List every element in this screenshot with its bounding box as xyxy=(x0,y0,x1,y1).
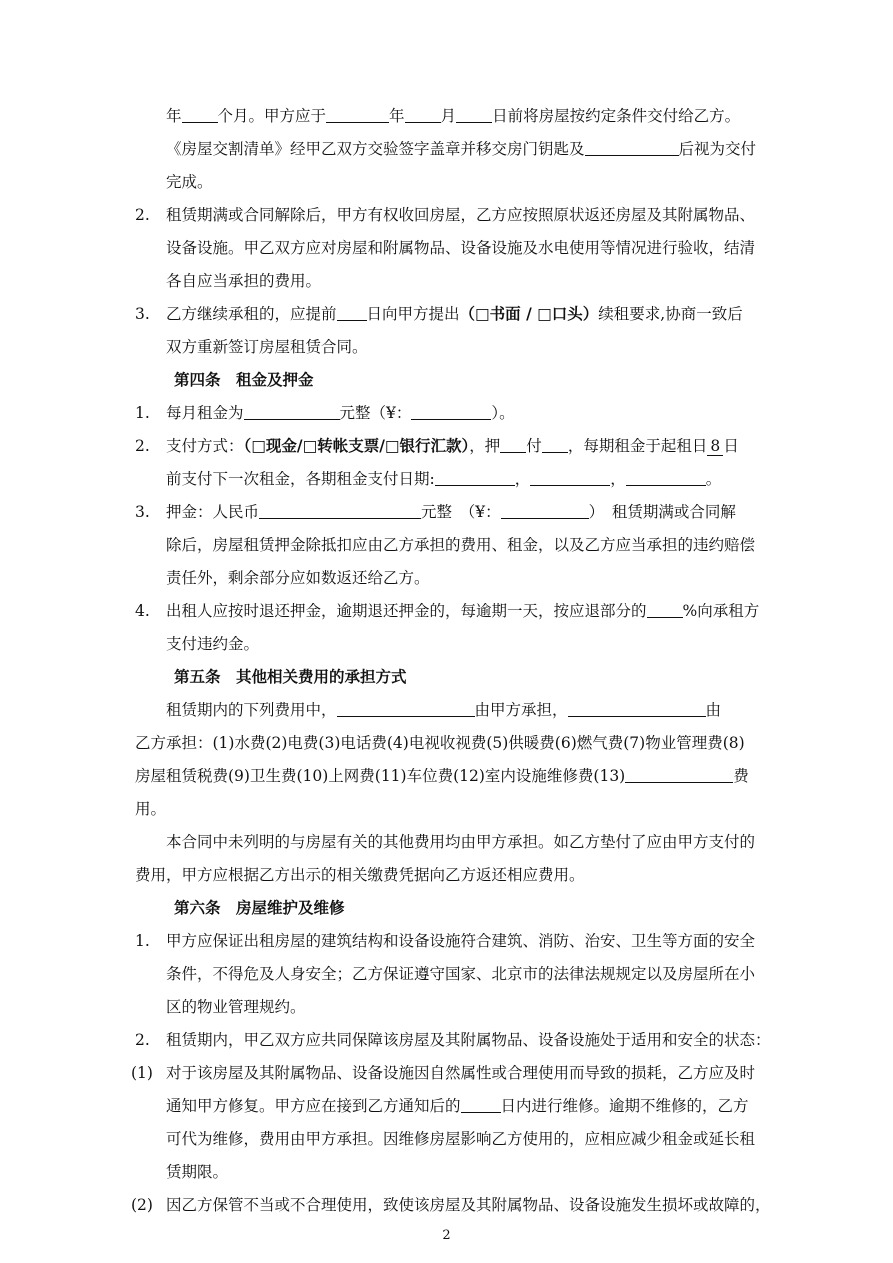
art6-sub1-line1: 对于该房屋及其附属物品、设备设施因自然属性或合理使用而导致的损耗，乙方应及时 xyxy=(166,1064,756,1082)
blank-deposit-amount xyxy=(259,500,421,519)
blank-other-fee xyxy=(625,764,733,783)
blank-rent-yen xyxy=(411,401,491,420)
art5-p1-line4: 用。 xyxy=(135,800,167,818)
blank-tenant-fees xyxy=(568,698,706,717)
art3-item2-line2: 设备设施。甲乙双方应对房屋和附属物品、设备设施及水电使用等情况进行验收，结清 xyxy=(166,239,756,257)
blank-month xyxy=(405,104,441,123)
art4-item3-line1: 押金：人民币 元整 （¥： ） 租赁期满或合同解 xyxy=(166,496,736,528)
blank-repair-days xyxy=(461,1094,501,1113)
art4-item2-num: 2. xyxy=(135,437,150,455)
art5-p2-line1: 本合同中未列明的与房屋有关的其他费用均由甲方承担。如乙方垫付了应由甲方支付的 xyxy=(166,833,756,851)
blank-pay-months xyxy=(542,434,568,453)
art6-sub2-line1: 因乙方保管不当或不合理使用，致使该房屋及其附属物品、设备设施发生损坏或故障的， xyxy=(166,1196,771,1214)
blank-rent-amount xyxy=(244,401,340,420)
blank-pay-date-3 xyxy=(626,467,706,486)
pay-day-value: 8 xyxy=(707,437,723,456)
blank-handover xyxy=(585,137,679,156)
renew-method-options: （□书面 / □口头） xyxy=(459,304,599,323)
blank-renew-days xyxy=(337,302,367,321)
art3-item1-line2: 《房屋交割清单》经甲乙双方交验签字盖章并移交房门钥匙及 后视为交付 xyxy=(166,133,756,165)
blank-pay-date-2 xyxy=(530,467,610,486)
payment-method-options: （□现金/□转帐支票/□银行汇款） xyxy=(243,436,470,455)
blank-deposit-months xyxy=(500,434,526,453)
art3-item2-line3: 各自应当承担的费用。 xyxy=(166,272,322,290)
art3-item3-line2: 双方重新签订房屋租赁合同。 xyxy=(166,338,368,356)
art4-item2-line2: 前支付下一次租金，各期租金支付日期: ， ， 。 xyxy=(166,463,721,495)
art5-heading: 第五条 其他相关费用的承担方式 xyxy=(174,667,407,686)
blank-landlord-fees xyxy=(337,698,475,717)
art6-sub1-line2: 通知甲方修复。甲方应在接到乙方通知后的 日内进行维修。逾期不维修的，乙方 xyxy=(166,1090,749,1122)
art6-sub1-line4: 赁期限。 xyxy=(166,1163,229,1181)
blank-months xyxy=(182,104,218,123)
art4-heading: 第四条 租金及押金 xyxy=(174,370,314,389)
art4-item3-line3: 责任外，剩余部分应如数返还给乙方。 xyxy=(166,569,430,587)
art4-item3-num: 3. xyxy=(135,503,150,521)
art4-item4-num: 4. xyxy=(135,602,150,620)
blank-penalty-percent xyxy=(647,599,683,618)
art4-item1-line1: 每月租金为 元整（¥： ）。 xyxy=(166,397,515,429)
art6-item1-num: 1. xyxy=(135,932,150,950)
blank-deposit-yen xyxy=(501,500,589,519)
art6-sub1-num: (1) xyxy=(131,1064,153,1082)
art6-sub2-num: (2) xyxy=(131,1196,153,1214)
art4-item4-line1: 出租人应按时退还押金，逾期退还押金的，每逾期一天，按应退部分的 %向承租方 xyxy=(166,595,759,627)
art6-item2-num: 2. xyxy=(135,1031,150,1049)
art3-item2-num: 2. xyxy=(135,206,150,224)
art3-item1-line1: 年 个月。甲方应于 年 月 日前将房屋按约定条件交付给乙方。 xyxy=(166,100,740,132)
art5-p1-line2: 乙方承担：(1)水费(2)电费(3)电话费(4)电视收视费(5)供暖费(6)燃气费(7)物业管理费(8) xyxy=(135,734,745,752)
art4-item2-line1: 支付方式：（□现金/□转帐支票/□银行汇款），押 付 ，每期租金于起租日 8 日 xyxy=(166,436,739,455)
blank-year xyxy=(326,104,389,123)
art6-item1-line2: 条件，不得危及人身安全；乙方保证遵守国家、北京市的法律法规规定以及房屋所在小 xyxy=(166,965,756,983)
art3-item3-line1: 乙方继续承租的，应提前 日向甲方提出（□书面 / □口头）续租要求,协商一致后 xyxy=(166,304,743,323)
page-number: 2 xyxy=(442,1228,451,1243)
art3-item2-line1: 租赁期满或合同解除后，甲方有权收回房屋，乙方应按照原状返还房屋及其附属物品、 xyxy=(166,206,756,224)
art6-sub1-line3: 可代为维修，费用由甲方承担。因维修房屋影响乙方使用的，应相应减少租金或延长租 xyxy=(166,1130,756,1148)
art5-p1-line1: 租赁期内的下列费用中， 由甲方承担， 由 xyxy=(166,694,721,726)
blank-day xyxy=(456,104,492,123)
art3-item1-line3: 完成。 xyxy=(166,173,213,191)
art6-item1-line1: 甲方应保证出租房屋的建筑结构和设备设施符合建筑、消防、治安、卫生等方面的安全 xyxy=(166,932,756,950)
art4-item3-line2: 除后，房屋租赁押金除抵扣应由乙方承担的费用、租金，以及乙方应当承担的违约赔偿 xyxy=(166,536,756,554)
art5-p1-line3: 房屋租赁税费(9)卫生费(10)上网费(11)车位费(12)室内设施维修费(13) 费 xyxy=(135,760,749,792)
art4-item1-num: 1. xyxy=(135,404,150,422)
art6-heading: 第六条 房屋维护及维修 xyxy=(174,898,345,917)
art6-item1-line3: 区的物业管理规约。 xyxy=(166,998,306,1016)
art6-item2-line1: 租赁期内，甲乙双方应共同保障该房屋及其附属物品、设备设施处于适用和安全的状态： xyxy=(166,1031,771,1049)
art4-item4-line2: 支付违约金。 xyxy=(166,635,260,653)
blank-pay-date-1 xyxy=(435,467,515,486)
art3-item3-num: 3. xyxy=(135,305,150,323)
art5-p2-line2: 费用，甲方应根据乙方出示的相关缴费凭据向乙方返还相应费用。 xyxy=(135,866,585,884)
